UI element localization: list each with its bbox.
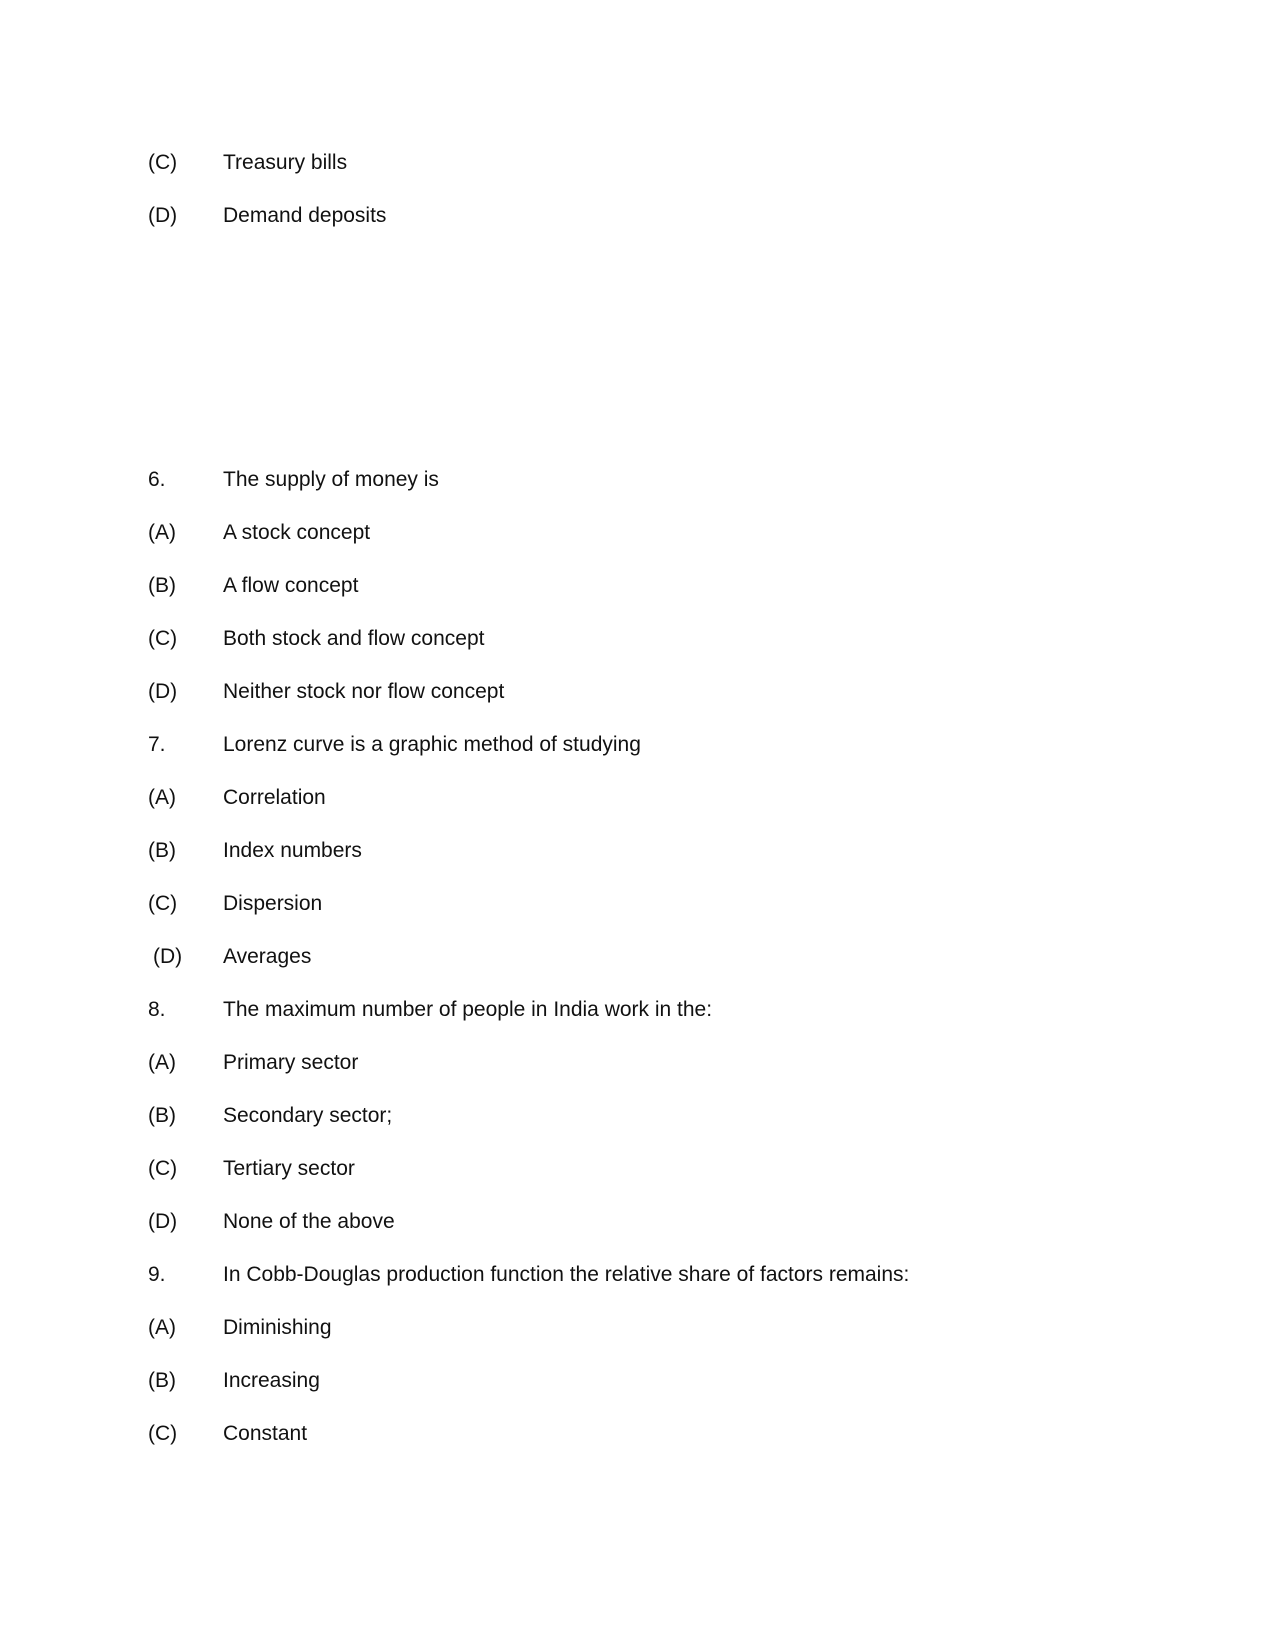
option-text: Demand deposits (223, 204, 387, 227)
option-label: (A) (148, 1316, 176, 1339)
option-text: Diminishing (223, 1316, 332, 1339)
option-row (0, 515, 1275, 551)
question-number: 7. (148, 733, 166, 756)
option-label: (B) (148, 839, 176, 862)
option-row (0, 198, 1275, 234)
option-text: Both stock and flow concept (223, 627, 485, 650)
option-label: (D) (148, 204, 178, 227)
option-label: (B) (148, 1369, 176, 1392)
question-text: Lorenz curve is a graphic method of studying (223, 733, 641, 756)
option-label: (B) (148, 574, 176, 597)
option-text: Correlation (223, 786, 326, 809)
question-text: The maximum number of people in India work in the: (223, 998, 713, 1021)
option-label: (D) (153, 945, 183, 968)
option-label: (C) (148, 892, 178, 915)
option-text: Averages (223, 945, 312, 968)
option-label: (D) (148, 1210, 178, 1233)
question-row (0, 727, 1275, 763)
option-text: Tertiary sector (223, 1157, 355, 1180)
option-text: Constant (223, 1422, 308, 1445)
question-text: The supply of money is (223, 468, 439, 491)
question-number: 6. (148, 468, 166, 491)
question-number: 9. (148, 1263, 166, 1286)
option-row (0, 780, 1275, 816)
option-text: Dispersion (223, 892, 323, 915)
option-row (0, 1310, 1275, 1346)
option-text: Index numbers (223, 839, 362, 862)
option-text: Neither stock nor flow concept (223, 680, 505, 703)
option-text: Treasury bills (223, 151, 348, 174)
option-row (0, 886, 1275, 922)
option-row (0, 1204, 1275, 1240)
option-row (0, 1416, 1275, 1452)
option-label: (C) (148, 1157, 178, 1180)
option-text: Primary sector (223, 1051, 359, 1074)
option-row (0, 939, 1275, 975)
option-row (0, 674, 1275, 710)
question-row (0, 462, 1275, 498)
option-text: Secondary sector; (223, 1104, 393, 1127)
question-row (0, 1257, 1275, 1293)
option-label: (A) (148, 521, 176, 544)
question-row (0, 992, 1275, 1028)
option-row (0, 1045, 1275, 1081)
option-row (0, 568, 1275, 604)
option-row (0, 1151, 1275, 1187)
option-text: Increasing (223, 1369, 320, 1392)
option-row (0, 833, 1275, 869)
option-label: (A) (148, 1051, 176, 1074)
option-text: A stock concept (223, 521, 371, 544)
option-row (0, 621, 1275, 657)
option-label: (C) (148, 627, 178, 650)
option-label: (D) (148, 680, 178, 703)
option-label: (C) (148, 1422, 178, 1445)
question-number: 8. (148, 998, 166, 1021)
option-label: (A) (148, 786, 176, 809)
option-label: (C) (148, 151, 178, 174)
option-text: A flow concept (223, 574, 359, 597)
question-text: In Cobb-Douglas production function the relative share of factors remains: (223, 1263, 910, 1286)
option-row (0, 1098, 1275, 1134)
option-text: None of the above (223, 1210, 395, 1233)
option-row (0, 145, 1275, 181)
option-row (0, 1363, 1275, 1399)
option-label: (B) (148, 1104, 176, 1127)
